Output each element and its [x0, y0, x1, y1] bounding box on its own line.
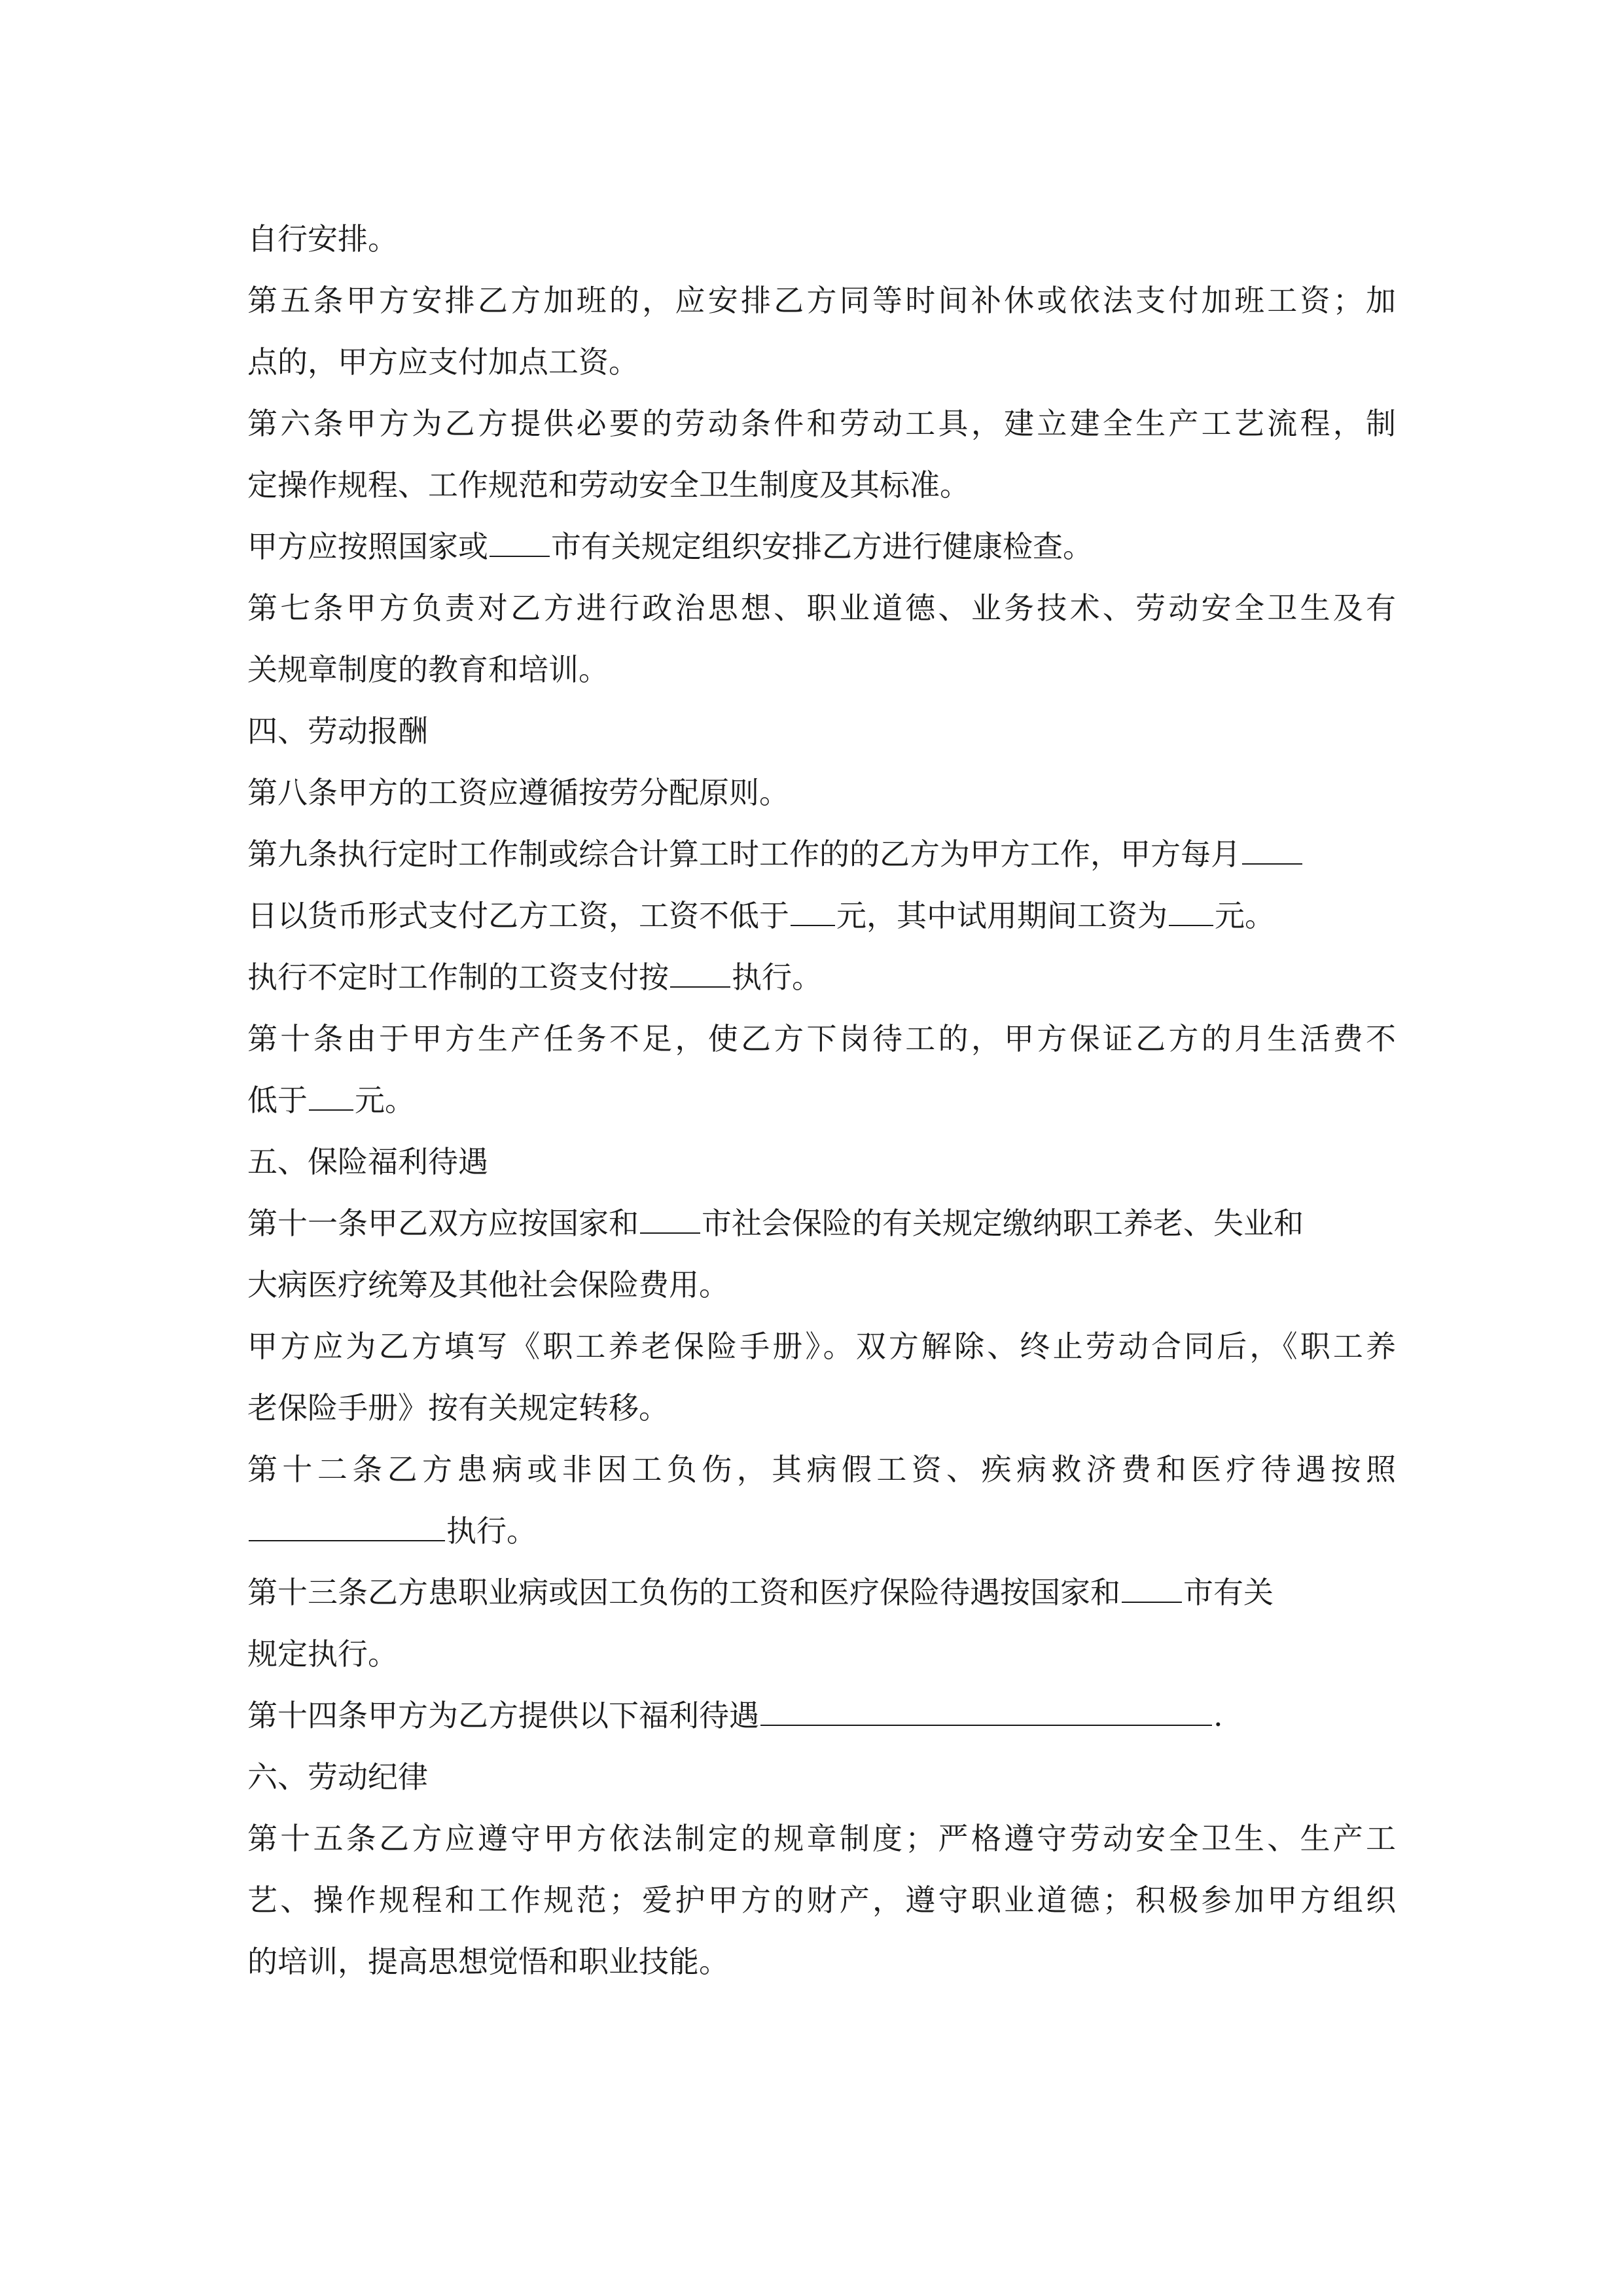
text-line: 第八条甲方的工资应遵循按劳分配原则。 [247, 775, 789, 810]
text-line: 大病医疗统筹及其他社会保险费用。 [247, 1267, 729, 1302]
text-segment: 执行。 [732, 960, 822, 995]
fill-in-blank [791, 896, 835, 926]
text-line: 规定执行。 [247, 1636, 398, 1672]
section-heading: 六、劳动纪律 [247, 1759, 428, 1795]
section-heading: 五、保险福利待遇 [247, 1144, 488, 1179]
text-segment: 元，其中试用期间工资为 [836, 898, 1168, 933]
text-line: 第七条甲方负责对乙方进行政治思想、职业道德、业务技术、劳动安全卫生及有 [247, 590, 1396, 626]
text-line: 第十条由于甲方生产任务不足，使乙方下岗待工的，甲方保证乙方的月生活费不 [247, 1021, 1396, 1056]
document-body [247, 208, 1396, 1992]
text-segment: 市有关 [1183, 1575, 1274, 1610]
text-line [247, 946, 1396, 1008]
text-segment: 市社会保险的有关规定缴纳职工养老、失业和 [702, 1206, 1304, 1241]
text-line: 第六条甲方为乙方提供必要的劳动条件和劳动工具，建立建全生产工艺流程，制 [247, 406, 1396, 441]
text-segment: 第十一条甲乙双方应按国家和 [247, 1206, 639, 1241]
text-line [247, 1685, 1396, 1746]
text-line: 点的，甲方应支付加点工资。 [247, 344, 639, 380]
text-segment: 执行。 [446, 1513, 537, 1549]
fill-in-blank [1122, 1573, 1182, 1603]
text-segment: 低于 [247, 1083, 308, 1118]
fill-in-blank [640, 1204, 700, 1234]
fill-in-blank [249, 1511, 445, 1541]
text-line: 的培训，提高思想觉悟和职业技能。 [247, 1944, 729, 1979]
text-line [247, 1562, 1396, 1623]
text-line: 老保险手册》按有关规定转移。 [247, 1390, 669, 1426]
fill-in-blank [670, 958, 730, 988]
text-line: 艺、操作规程和工作规范；爱护甲方的财产，遵守职业道德；积极参加甲方组织 [247, 1882, 1396, 1918]
fill-in-blank [1242, 834, 1302, 865]
text-line: 甲方应为乙方填写《职工养老保险手册》。双方解除、终止劳动合同后，《职工养 [247, 1329, 1396, 1364]
text-line: 自行安排。 [247, 221, 398, 257]
fill-in-blank [309, 1081, 353, 1111]
text-line: 定操作规程、工作规范和劳动安全卫生制度及其标准。 [247, 467, 970, 503]
section-heading: 四、劳动报酬 [247, 713, 428, 749]
text-line [247, 516, 1396, 577]
fill-in-blank [1169, 896, 1213, 926]
fill-in-blank [760, 1696, 1212, 1726]
text-segment: 市有关规定组织安排乙方进行健康检查。 [551, 529, 1093, 564]
text-segment: 第十三条乙方患职业病或因工负伤的工资和医疗保险待遇按国家和 [247, 1575, 1120, 1610]
text-line [247, 1069, 1396, 1131]
text-segment: 执行不定时工作制的工资支付按 [247, 960, 669, 995]
fill-in-blank [490, 527, 550, 557]
text-segment: . [1213, 1698, 1223, 1733]
text-line: 第十二条乙方患病或非因工负伤，其病假工资、疾病救济费和医疗待遇按照 [247, 1452, 1396, 1487]
text-line [247, 1193, 1396, 1254]
text-line: 第五条甲方安排乙方加班的，应安排乙方同等时间补休或依法支付加班工资；加 [247, 283, 1396, 318]
text-segment: 日以货币形式支付乙方工资，工资不低于 [247, 898, 789, 933]
text-line [247, 823, 1396, 885]
text-line: 第十五条乙方应遵守甲方依法制定的规章制度；严格遵守劳动安全卫生、生产工 [247, 1821, 1396, 1856]
text-segment: 第十四条甲方为乙方提供以下福利待遇 [247, 1698, 759, 1733]
text-segment: 元。 [1215, 898, 1275, 933]
text-line: 关规章制度的教育和培训。 [247, 652, 609, 687]
text-line [247, 885, 1396, 946]
text-segment: 甲方应按照国家或 [247, 529, 488, 564]
text-line [247, 1500, 1396, 1562]
text-segment: 第九条执行定时工作制或综合计算工时工作的的乙方为甲方工作，甲方每月 [247, 836, 1241, 872]
text-segment: 元。 [355, 1083, 415, 1118]
